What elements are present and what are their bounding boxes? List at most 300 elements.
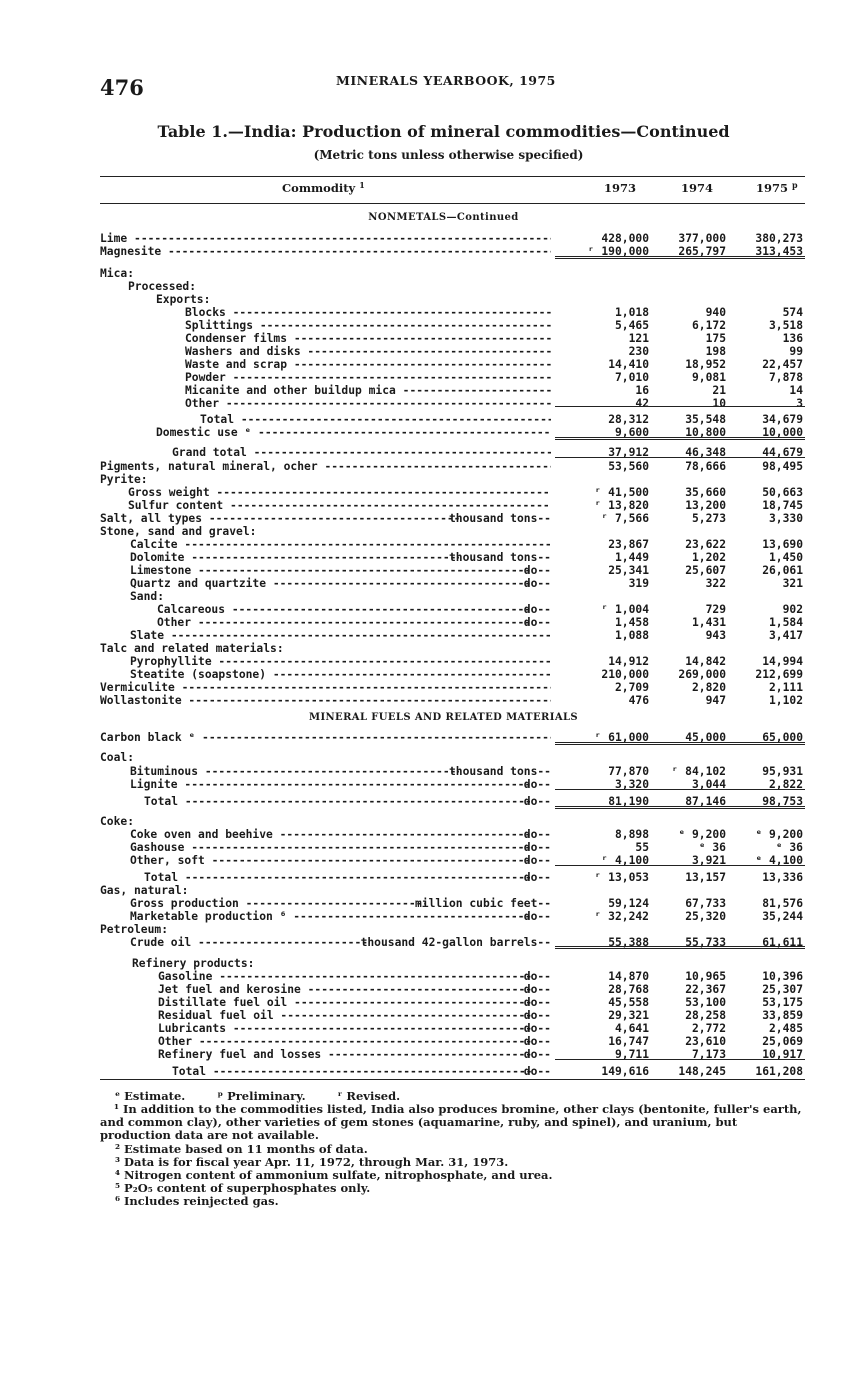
cell-1973: ʳ 7,566 [601,512,649,525]
row-label: Talc and related materials: [100,642,551,655]
numrule-refinery [555,1059,805,1060]
table-row [0,1022,867,1035]
cell-1975: 3,417 [768,629,803,642]
cell-1973: 9,711 [614,1048,649,1061]
numrule-coke-other [555,865,805,866]
cell-1975: 3,330 [768,512,803,525]
cell-1975: 3,518 [768,319,803,332]
cell-1973: ʳ 61,000 [594,731,649,744]
row-unit: do-- [523,577,551,590]
row-unit: do-- [523,841,551,854]
table-row [0,319,867,332]
table-row [0,512,867,525]
row-label: Mica: [100,267,551,280]
cell-1973: 16,747 [608,1035,649,1048]
cell-1973: 4,641 [614,1022,649,1035]
cell-1973: 14,912 [608,655,649,668]
row-label: Coke: [100,815,551,828]
table-row [0,413,867,426]
cell-1975: 14 [789,384,803,397]
table-row [0,345,867,358]
cell-1973: ʳ 32,242 [594,910,649,923]
row-label: Residual fuel oil ----- [158,1009,533,1022]
numrule-carbon [555,742,805,745]
row-label: Vermiculite ----- [100,681,551,694]
cell-1975: 3 [796,397,803,410]
row-unit: do-- [523,1035,551,1048]
row-label: Powder ----- [185,371,551,384]
row-label: Other ----- [157,616,533,629]
cell-1974: 28,258 [685,1009,726,1022]
cell-1974: 3,044 [691,778,726,791]
cell-1975: 2,485 [768,1022,803,1035]
cell-1973: 81,190 [608,795,649,808]
cell-1973: ʳ 41,500 [594,486,649,499]
row-label: Sulfur content ----- [128,499,551,512]
footnote-6: ⁶ Includes reinjected gas. [115,1194,279,1208]
cell-1974: 269,000 [678,668,726,681]
row-unit: do-- [523,603,551,616]
cell-1974: 23,610 [685,1035,726,1048]
section-fuels: MINERAL FUELS AND RELATED MATERIALS [308,712,579,723]
cell-1973: ʳ 1,004 [601,603,649,616]
cell-1975: 161,208 [755,1065,803,1078]
row-label: Crude oil ----- [130,936,370,949]
cell-1974: 6,172 [691,319,726,332]
cell-1973: 319 [628,577,649,590]
row-label: Limestone ----- [130,564,533,577]
row-unit: do-- [523,970,551,983]
row-unit: do-- [523,564,551,577]
row-unit: do-- [523,871,551,884]
table-row [0,1009,867,1022]
cell-1973: 28,768 [608,983,649,996]
table-row [0,590,867,603]
table-row [0,765,867,778]
table-row [0,681,867,694]
row-unit: thousand 42-gallon barrels-- [360,936,551,949]
row-label: Marketable production ⁶ ----- [130,910,533,923]
footnote-1: ¹ In addition to the commodities listed, India also produces bromine, other clays (bentonite, fuller's earth, and common clay), other varieties of gem stones (aquamarine, ruby, and spinel), and uranium, but production data are not available. [100,1102,802,1142]
row-label: Lime ----- [100,232,551,245]
cell-1975: 81,576 [762,897,803,910]
table-row [0,306,867,319]
cell-1974: 943 [705,629,726,642]
cell-1975: 61,611 [762,936,803,949]
row-unit: do-- [523,1009,551,1022]
cell-1973: 1,449 [614,551,649,564]
cell-1974: 35,548 [685,413,726,426]
cell-1973: 42 [635,397,649,410]
table-row [0,551,867,564]
cell-1974: 2,820 [691,681,726,694]
section-nonmetals: NONMETALS—Continued [368,212,519,223]
row-label: Waste and scrap ----- [185,358,551,371]
row-label: Grand total ----- [172,446,551,459]
row-label: Petroleum: [100,923,551,936]
cell-1975: 321 [782,577,803,590]
cell-1975: 10,396 [762,970,803,983]
table-row [0,232,867,245]
cell-1974: 25,320 [685,910,726,923]
table-row [0,897,867,910]
cell-1973: 29,321 [608,1009,649,1022]
cell-1974: 46,348 [685,446,726,459]
cell-1974: 13,157 [685,871,726,884]
row-label: Blocks ----- [185,306,551,319]
row-label: Processed: [128,280,551,293]
header-1975: 1975 $^p$ [756,180,798,195]
row-label: Stone, sand and gravel: [100,525,551,538]
row-label: Refinery products: [132,957,551,970]
row-label: Calcareous ----- [157,603,533,616]
row-unit: thousand tons-- [448,512,551,525]
cell-1974: 35,660 [685,486,726,499]
cell-1974: 729 [705,603,726,616]
row-label: Total ----- [200,413,551,426]
page-number: 476 [100,75,144,100]
table-subtitle: (Metric tons unless otherwise specified) [313,148,584,162]
cell-1974: 13,200 [685,499,726,512]
footnote-3: ³ Data is for fiscal year Apr. 11, 1972, through Mar. 31, 1973. [115,1155,509,1169]
row-unit: do-- [523,795,551,808]
table-row [0,970,867,983]
row-label: Gasoline ----- [158,970,533,983]
cell-1974: 265,797 [678,245,726,258]
row-label: Condenser films ----- [185,332,551,345]
cell-1974: 21 [712,384,726,397]
row-unit: do-- [523,910,551,923]
cell-1973: 121 [628,332,649,345]
row-label: Magnesite ----- [100,245,551,258]
row-unit: million cubic feet-- [414,897,551,910]
cell-1974: 947 [705,694,726,707]
table-row [0,957,867,970]
row-label: Gross production ----- [130,897,425,910]
table-row [0,616,867,629]
cell-1975: 2,822 [768,778,803,791]
cell-1973: 55,388 [608,936,649,949]
row-label: Lubricants ----- [158,1022,533,1035]
cell-1973: 45,558 [608,996,649,1009]
cell-1974: 148,245 [678,1065,726,1078]
row-label: Gas, natural: [100,884,551,897]
row-label: Dolomite ----- [130,551,459,564]
cell-1974: 2,772 [691,1022,726,1035]
cell-1975: 98,495 [762,460,803,473]
cell-1975: 574 [782,306,803,319]
row-label: Pigments, natural mineral, ocher ----- [100,460,551,473]
row-label: Sand: [130,590,551,603]
cell-1973: 14,870 [608,970,649,983]
row-label: Carbon black ᵉ ----- [100,731,551,744]
table-row [0,460,867,473]
cell-1974: 78,666 [685,460,726,473]
table-row [0,983,867,996]
row-label: Coal: [100,751,551,764]
footnote-5: ⁵ P₂O₅ content of superphosphates only. [115,1181,371,1195]
table-row [0,384,867,397]
row-label: Wollastonite ----- [100,694,551,707]
cell-1974: 18,952 [685,358,726,371]
cell-1973: 23,867 [608,538,649,551]
header-bottom-rule [100,203,805,204]
cell-1973: 53,560 [608,460,649,473]
cell-1973: 1,018 [614,306,649,319]
cell-1973: 428,000 [601,232,649,245]
numrule-domestic [555,437,805,440]
cell-1974: 940 [705,306,726,319]
cell-1973: 9,600 [614,426,649,439]
cell-1975: 95,931 [762,765,803,778]
cell-1974: 10,965 [685,970,726,983]
cell-1973: 1,458 [614,616,649,629]
table-row [0,751,867,764]
cell-1973: 3,320 [614,778,649,791]
cell-1975: 1,584 [768,616,803,629]
cell-1975: 18,745 [762,499,803,512]
table-row [0,1065,867,1078]
numrule-grand [555,457,805,458]
cell-1975: 1,450 [768,551,803,564]
table-row [0,884,867,897]
cell-1975: 380,273 [755,232,803,245]
cell-1974: 175 [705,332,726,345]
row-label: Total ----- [144,795,533,808]
cell-1973: 28,312 [608,413,649,426]
cell-1975: 33,859 [762,1009,803,1022]
row-label: Total ----- [172,1065,533,1078]
table-row [0,655,867,668]
cell-1973: ʳ 4,100 [601,854,649,867]
cell-1975: 25,307 [762,983,803,996]
row-label: Domestic use ᵉ ----- [156,426,551,439]
cell-1974: 3,921 [691,854,726,867]
cell-1974: 45,000 [685,731,726,744]
cell-1974: 5,273 [691,512,726,525]
row-unit: do-- [523,1022,551,1035]
table-row [0,397,867,410]
row-unit: do-- [523,616,551,629]
cell-1974: ᵉ 9,200 [678,828,726,841]
row-label: Coke oven and beehive ----- [130,828,533,841]
cell-1975: 53,175 [762,996,803,1009]
row-label: Lignite ----- [130,778,533,791]
cell-1975: 34,679 [762,413,803,426]
table-title: Table 1.—India: Production of mineral commodities—Continued [157,122,730,141]
row-label: Splittings ----- [185,319,551,332]
cell-1973: ʳ 13,053 [594,871,649,884]
row-label: Other ----- [185,397,551,410]
cell-1973: 7,010 [614,371,649,384]
row-unit: thousand tons-- [448,551,551,564]
cell-1975: 313,453 [755,245,803,258]
cell-1974: 25,607 [685,564,726,577]
table-row [0,525,867,538]
table-row [0,486,867,499]
cell-1974: 22,367 [685,983,726,996]
header-1974: 1974 [681,181,714,195]
cell-1975: ᵉ 9,200 [755,828,803,841]
header-1973: 1973 [604,181,637,195]
cell-1973: 1,088 [614,629,649,642]
cell-1974: 55,733 [685,936,726,949]
row-unit: do-- [523,854,551,867]
cell-1975: 212,699 [755,668,803,681]
row-label: Washers and disks ----- [185,345,551,358]
row-unit: do-- [523,778,551,791]
table-row [0,280,867,293]
cell-1975: 136 [782,332,803,345]
numrule-coal-total [555,806,805,809]
table-bottom-rule [100,1079,805,1080]
row-unit: do-- [523,996,551,1009]
table-row [0,267,867,280]
cell-1973: 230 [628,345,649,358]
row-label: Steatite (soapstone) ----- [130,668,551,681]
cell-1974: 87,146 [685,795,726,808]
cell-1975: 50,663 [762,486,803,499]
table-row [0,1035,867,1048]
row-label: Quartz and quartzite ----- [130,577,533,590]
table-row [0,910,867,923]
cell-1974: 10 [712,397,726,410]
cell-1975: 98,753 [762,795,803,808]
numrule-mica-other [555,406,805,407]
cell-1974: 198 [705,345,726,358]
cell-1973: 16 [635,384,649,397]
cell-1975: 10,000 [762,426,803,439]
cell-1975: ᵉ 4,100 [755,854,803,867]
numrule-magnesite [555,256,805,259]
table-row [0,694,867,707]
cell-1973: 37,912 [608,446,649,459]
row-label: Pyrite: [100,473,551,486]
cell-1974: 1,431 [691,616,726,629]
cell-1973: 210,000 [601,668,649,681]
table-row [0,668,867,681]
cell-1975: 13,336 [762,871,803,884]
row-label: Gross weight ----- [128,486,551,499]
cell-1975: 10,917 [762,1048,803,1061]
row-label: Total ----- [144,871,533,884]
cell-1974: 7,173 [691,1048,726,1061]
cell-1975: 902 [782,603,803,616]
cell-1973: 476 [628,694,649,707]
cell-1973: 8,898 [614,828,649,841]
cell-1974: ʳ 84,102 [671,765,726,778]
table-row [0,371,867,384]
table-row [0,538,867,551]
cell-1975: 65,000 [762,731,803,744]
cell-1975: 99 [789,345,803,358]
cell-1973: 5,465 [614,319,649,332]
table-row [0,996,867,1009]
table-row [0,577,867,590]
cell-1975: 44,679 [762,446,803,459]
table-row [0,473,867,486]
cell-1974: 9,081 [691,371,726,384]
table-row [0,564,867,577]
table-row [0,603,867,616]
cell-1975: 35,244 [762,910,803,923]
cell-1974: 14,842 [685,655,726,668]
cell-1974: 10,800 [685,426,726,439]
row-unit: thousand tons-- [448,765,551,778]
row-label: Slate ----- [130,629,551,642]
cell-1975: 1,102 [768,694,803,707]
cell-1973: ʳ 190,000 [587,245,649,258]
footnote-legend: ᵉ Estimate. ᵖ Preliminary. ʳ Revised. [115,1089,401,1103]
table-row [0,499,867,512]
table-row [0,358,867,371]
row-label: Refinery fuel and losses ----- [158,1048,533,1061]
cell-1973: 55 [635,841,649,854]
table-row [0,629,867,642]
row-label: Micanite and other buildup mica ----- [185,384,551,397]
row-label: Other, soft ----- [130,854,533,867]
row-unit: do-- [523,983,551,996]
row-label: Salt, all types ----- [100,512,459,525]
row-label: Jet fuel and kerosine ----- [158,983,533,996]
cell-1974: ᵉ 36 [698,841,726,854]
cell-1973: 14,410 [608,358,649,371]
row-label: Pyrophyllite ----- [130,655,551,668]
row-label: Bituminous ----- [130,765,459,778]
cell-1975: 26,061 [762,564,803,577]
cell-1975: 22,457 [762,358,803,371]
table-row [0,815,867,828]
numrule-crude [555,946,805,949]
cell-1975: ᵉ 36 [775,841,803,854]
cell-1974: 322 [705,577,726,590]
cell-1975: 13,690 [762,538,803,551]
cell-1973: ʳ 13,820 [594,499,649,512]
cell-1975: 14,994 [762,655,803,668]
header-commodity: Commodity $^1$ [282,180,365,195]
cell-1974: 23,622 [685,538,726,551]
cell-1974: 377,000 [678,232,726,245]
cell-1974: 1,202 [691,551,726,564]
table-top-rule [100,176,805,177]
cell-1974: 53,100 [685,996,726,1009]
row-label: Exports: [156,293,551,306]
cell-1973: 149,616 [601,1065,649,1078]
row-unit: do-- [523,1048,551,1061]
running-title: MINERALS YEARBOOK, 1975 [336,73,556,88]
table-row [0,642,867,655]
cell-1974: 67,733 [685,897,726,910]
numrule-lignite [555,789,805,790]
row-unit: do-- [523,828,551,841]
cell-1975: 2,111 [768,681,803,694]
table-row [0,293,867,306]
cell-1973: 59,124 [608,897,649,910]
cell-1973: 25,341 [608,564,649,577]
cell-1975: 7,878 [768,371,803,384]
table-row [0,841,867,854]
footnote-4: ⁴ Nitrogen content of ammonium sulfate, nitrophosphate, and urea. [115,1168,553,1182]
cell-1973: 77,870 [608,765,649,778]
cell-1973: 2,709 [614,681,649,694]
row-label: Calcite ----- [130,538,551,551]
row-unit: do-- [523,1065,551,1078]
footnote-2: ² Estimate based on 11 months of data. [115,1142,368,1156]
row-label: Gashouse ----- [130,841,533,854]
row-label: Distillate fuel oil ----- [158,996,533,1009]
row-label: Other ----- [158,1035,533,1048]
table-row [0,828,867,841]
